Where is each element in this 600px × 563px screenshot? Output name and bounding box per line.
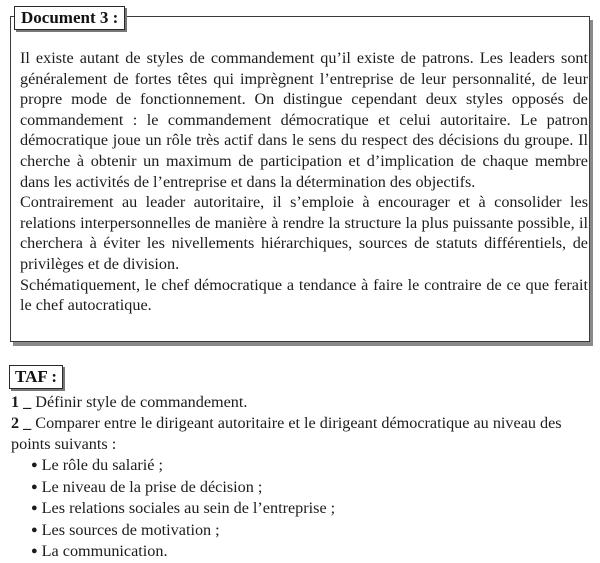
taf-section — [11, 392, 586, 563]
taf-title: TAF : — [9, 365, 63, 389]
bullet-icon: ● — [31, 502, 38, 515]
paragraph-3: Schématiquement, le chef démocratique a tendance à faire le contraire de ce que ferait le chef autocratique. — [20, 275, 588, 315]
paragraph-1: Il existe autant de styles de commandement qu’il existe de patrons. Les leaders sont généralement de fortes têtes qui imprègnent l’entreprise de leur personnalité, de leur propre mode de fonctionnement. On distingue cependant deux styles opposés de commandement : le commandement démocratique et celui autoritaire. Le patron démocratique joue un rôle très actif dans le sens du respect des décisions du groupe. Il cherche à obtenir un maximum de participation et d’implication de chaque membre dans les activités de l’entreprise et dans la détermination des objectifs. — [20, 49, 588, 191]
paragraph-2: Contrairement au leader autoritaire, il s’emploie à encourager et à consolider les relations interpersonnelles de manière à rendre la structure la plus puissante possible, il cherchera à éviter les nivellements hiérarchiques, sources de statuts différentiels, de privilèges et de division. — [20, 193, 588, 273]
comparison-points — [11, 455, 586, 563]
document-body — [20, 48, 588, 316]
list-item: ● La communication. — [31, 542, 168, 561]
list-item: ● Les relations sociales au sein de l’entreprise ; — [31, 499, 336, 518]
list-item: ● Le rôle du salarié ; — [31, 456, 164, 474]
bullet-icon: ● — [31, 545, 38, 558]
list-item: ● Les sources de motivation ; — [31, 520, 220, 539]
bullet-icon: ● — [31, 459, 38, 471]
question-2-number: 2 _ — [11, 414, 32, 432]
question-1-text: Définir style de commandement. — [35, 393, 248, 411]
document-title: Document 3 : — [14, 6, 125, 30]
list-item: ● Le niveau de la prise de décision ; — [31, 477, 263, 496]
question-2-text: Comparer entre le dirigeant autoritaire et le dirigeant démocratique au niveau des points suivants : — [11, 414, 562, 453]
question-1 — [11, 392, 586, 413]
bullet-icon: ● — [31, 480, 38, 493]
question-1-number: 1 _ — [11, 393, 32, 411]
bullet-icon: ● — [31, 523, 38, 536]
question-2 — [11, 413, 586, 455]
